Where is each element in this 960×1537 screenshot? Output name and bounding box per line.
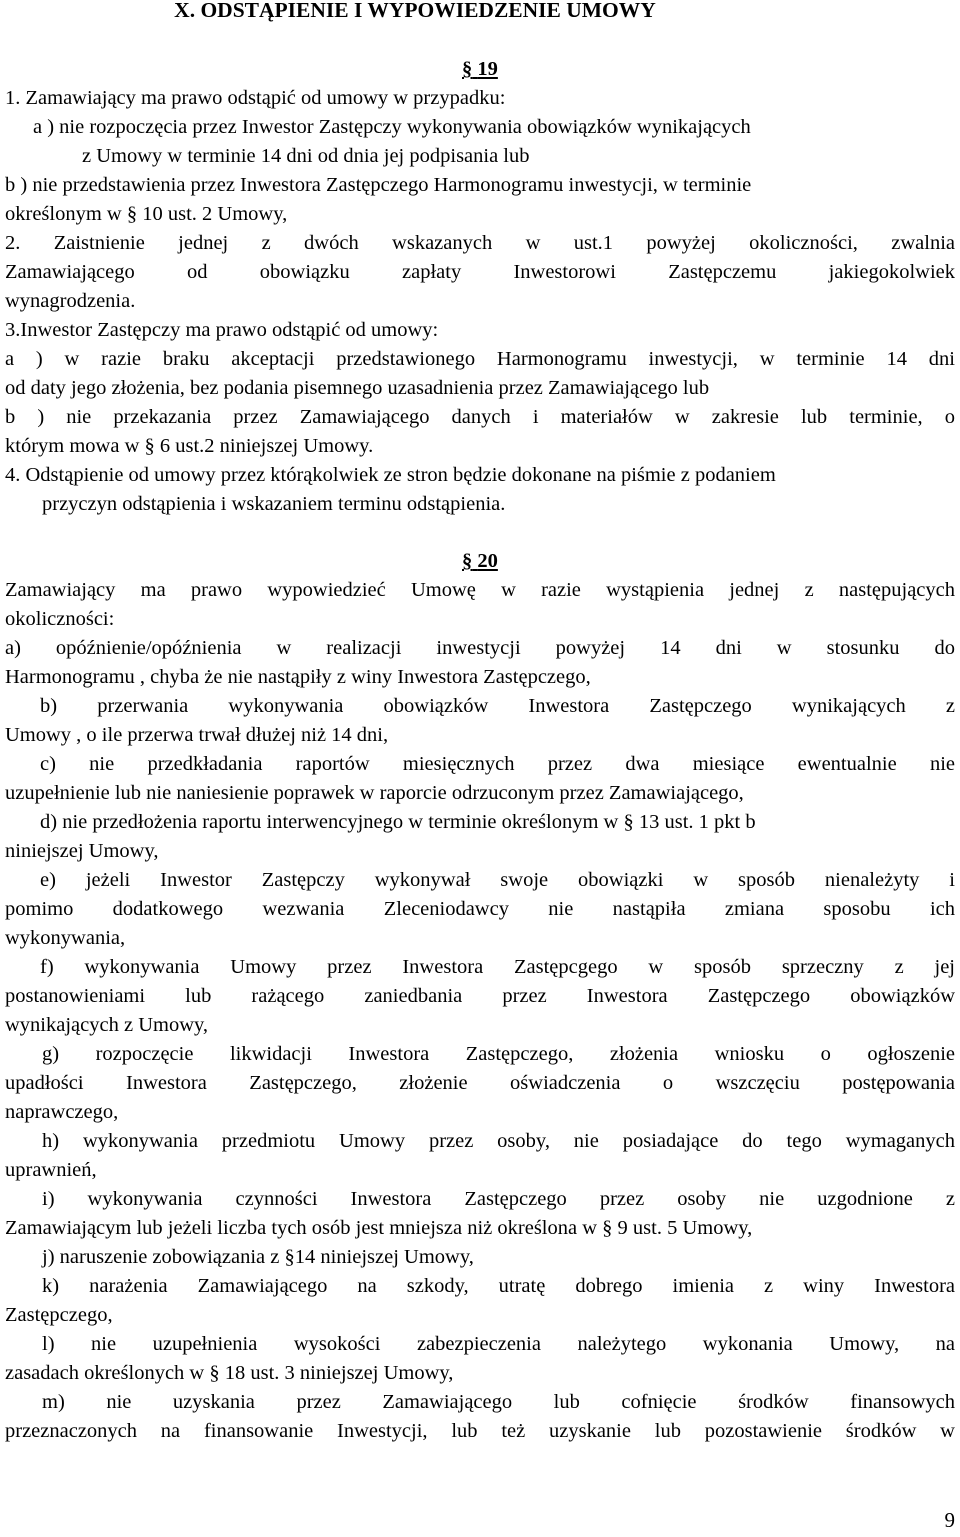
paragraph-number: 19 — [477, 58, 498, 80]
text-line: 4. Odstąpienie od umowy przez którąkolwiek ze stron będzie dokonane na piśmie z podaniem — [5, 464, 776, 486]
text-line: b ) nie przedstawienia przez Inwestora Zastępczego Harmonogramu inwestycji, w terminie — [5, 174, 752, 196]
text-line: uprawnień, — [5, 1159, 97, 1181]
text-line: Zamawiającego od obowiązku zapłaty Inwestorowi Zastępczemu jakiegokolwiek — [5, 261, 955, 283]
text-line: Zamawiający ma prawo wypowiedzieć Umowę w razie wystąpienia jednej z następujących — [5, 579, 955, 601]
section-sign: § — [462, 550, 473, 572]
text-line: okoliczności: — [5, 608, 115, 630]
text-line: m) nie uzyskania przez Zamawiającego lub cofnięcie środków finansowych — [42, 1391, 955, 1413]
text-line: Umowy , o ile przerwa trwał dłużej niż 14 dni, — [5, 724, 389, 746]
text-line: 1. Zamawiający ma prawo odstąpić od umowy w przypadku: — [5, 87, 506, 109]
text-line: 3.Inwestor Zastępczy ma prawo odstąpić od umowy: — [5, 319, 439, 341]
text-line: wynagrodzenia. — [5, 290, 136, 312]
text-line: od daty jego złożenia, bez podania pisemnego uzasadnienia przez Zamawiającego lub — [5, 377, 710, 399]
text-line: upadłości Inwestora Zastępczego, złożenie oświadczenia o wszczęciu postępowania — [5, 1072, 955, 1094]
text-line: Zamawiającym lub jeżeli liczba tych osób jest mniejsza niż określona w § 9 ust. 5 Umowy, — [5, 1217, 753, 1239]
text-line: k) narażenia Zamawiającego na szkody, utratę dobrego imienia z winy Inwestora — [42, 1275, 955, 1297]
text-line: przeznaczonych na finansowanie Inwestycji, lub też uzyskanie lub pozostawienie środków w — [5, 1420, 955, 1442]
text-line: wykonywania, — [5, 927, 126, 949]
text-line: b) przerwania wykonywania obowiązków Inwestora Zastępczego wynikających z — [40, 695, 955, 717]
text-line: z Umowy w terminie 14 dni od dnia jej podpisania lub — [82, 145, 530, 167]
text-line: a ) nie rozpoczęcia przez Inwestor Zastępczy wykonywania obowiązków wynikających — [33, 116, 751, 138]
page-number: 9 — [944, 1508, 955, 1532]
text-line: j) naruszenie zobowiązania z §14 niniejszej Umowy, — [42, 1246, 474, 1268]
text-line: d) nie przedłożenia raportu interwencyjnego w terminie określonym w § 13 ust. 1 pkt b — [40, 811, 756, 833]
text-line: 2. Zaistnienie jednej z dwóch wskazanych w ust.1 powyżej okoliczności, zwalnia — [5, 232, 955, 254]
text-line: l) nie uzupełnienia wysokości zabezpieczenia należytego wykonania Umowy, na — [42, 1333, 955, 1355]
section-sign: § — [462, 58, 473, 80]
text-line: Harmonogramu , chyba że nie nastąpiły z winy Inwestora Zastępczego, — [5, 666, 591, 688]
text-line: Zastępczego, — [5, 1304, 113, 1326]
text-line: pomimo dodatkowego wezwania Zleceniodawcy nie nastąpiła zmiana sposobu ich — [5, 898, 955, 920]
text-line: g) rozpoczęcie likwidacji Inwestora Zastępczego, złożenia wniosku o ogłoszenie — [42, 1043, 955, 1065]
text-line: b ) nie przekazania przez Zamawiającego danych i materiałów w zakresie lub terminie, o — [5, 406, 955, 428]
text-line: f) wykonywania Umowy przez Inwestora Zastępcgego w sposób sprzeczny z jej — [40, 956, 955, 978]
text-line: e) jeżeli Inwestor Zastępczy wykonywał swoje obowiązki w sposób nienależyty i — [40, 869, 955, 891]
text-line: c) nie przedkładania raportów miesięcznych przez dwa miesiące ewentualnie nie — [40, 753, 955, 775]
text-line: i) wykonywania czynności Inwestora Zastępczego przez osoby nie uzgodnione z — [42, 1188, 955, 1210]
text-line: określonym w § 10 ust. 2 Umowy, — [5, 203, 288, 225]
text-line: przyczyn odstąpienia i wskazaniem terminu odstąpienia. — [42, 493, 506, 515]
text-line: a) opóźnienie/opóźnienia w realizacji inwestycji powyżej 14 dni w stosunku do — [5, 637, 955, 659]
text-line: postanowieniami lub rażącego zaniedbania przez Inwestora Zastępczego obowiązków — [5, 985, 955, 1007]
text-line: wynikających z Umowy, — [5, 1014, 209, 1036]
text-line: a ) w razie braku akceptacji przedstawionego Harmonogramu inwestycji, w terminie 14 dni — [5, 348, 955, 370]
text-line: którym mowa w § 6 ust.2 niniejszej Umowy. — [5, 435, 374, 457]
text-line: zasadach określonych w § 18 ust. 3 niniejszej Umowy, — [5, 1362, 454, 1384]
paragraph-19-heading — [5, 55, 955, 84]
text-line: naprawczego, — [5, 1101, 119, 1123]
paragraph-20-heading — [5, 547, 955, 576]
paragraph-number: 20 — [477, 550, 498, 572]
text-line: h) wykonywania przedmiotu Umowy przez osoby, nie posiadające do tego wymaganych — [42, 1130, 955, 1152]
section-title: X. ODSTĄPIENIE I WYPOWIEDZENIE UMOWY — [174, 0, 656, 22]
text-line: niniejszej Umowy, — [5, 840, 159, 862]
text-line: uzupełnienie lub nie naniesienie poprawek w raporcie odrzuconym przez Zamawiającego, — [5, 782, 744, 804]
